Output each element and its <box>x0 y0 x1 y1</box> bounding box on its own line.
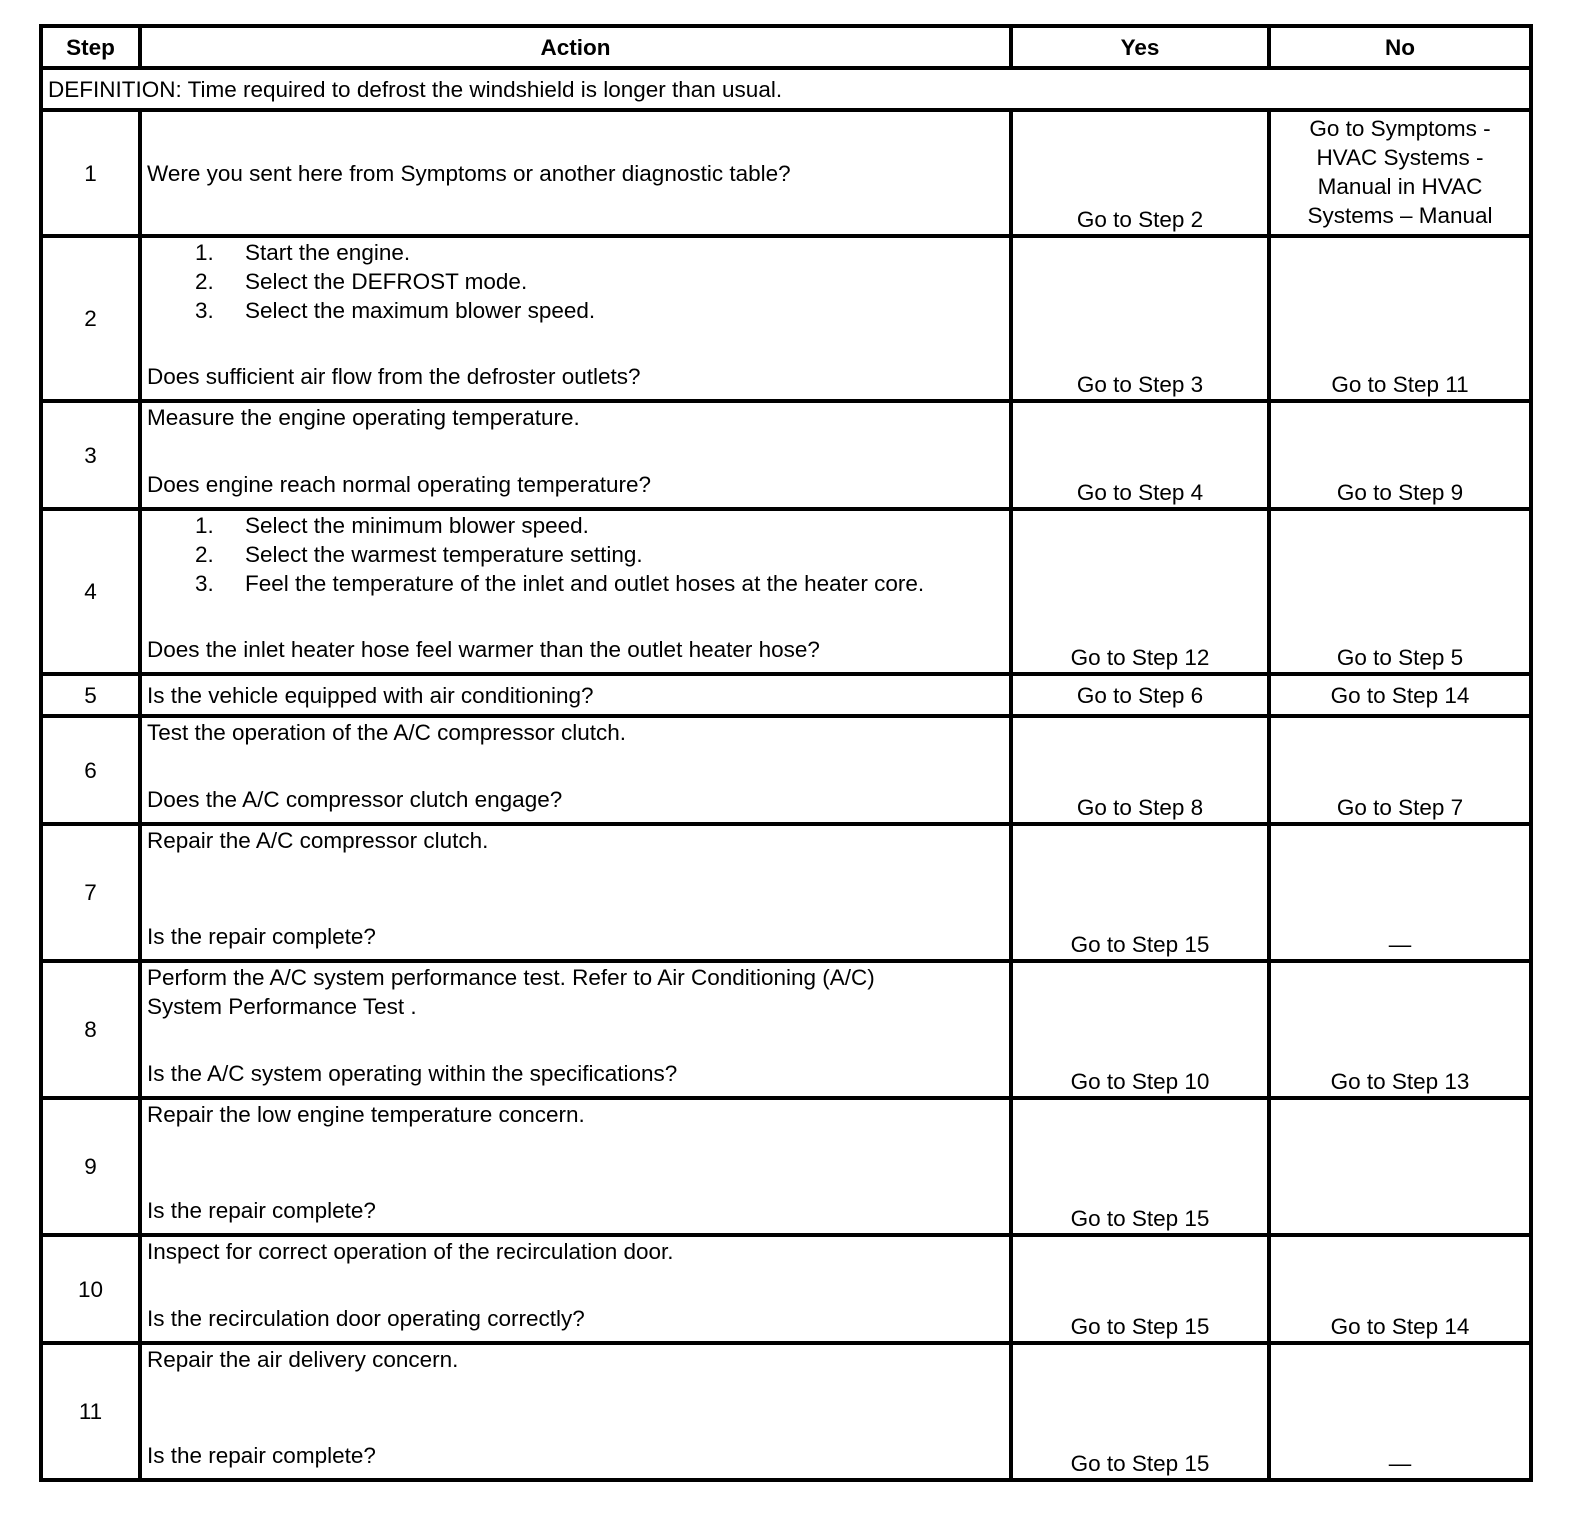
action-text: Measure the engine operating temperature. <box>147 405 580 430</box>
table-row <box>41 824 1531 961</box>
table-row <box>41 1098 1531 1235</box>
action-question: Does sufficient air flow from the defroster outlets? <box>147 364 641 389</box>
action-cell <box>140 716 1011 824</box>
action-cell <box>140 401 1011 509</box>
action-cell <box>140 1098 1011 1235</box>
action-cell <box>140 110 1011 236</box>
action-text: Inspect for correct operation of the recirculation door. <box>147 1239 674 1264</box>
list-item: 2. Select the DEFROST mode. <box>195 269 528 294</box>
yes-result: Go to Step 15 <box>1011 1343 1269 1480</box>
action-cell <box>140 509 1011 674</box>
action-cell <box>140 824 1011 961</box>
step-number: 3 <box>41 401 140 509</box>
no-result: Go to Step 9 <box>1269 401 1531 509</box>
step-number: 1 <box>41 110 140 236</box>
action-cell <box>140 1343 1011 1480</box>
action-question: Is the recirculation door operating correctly? <box>147 1306 585 1331</box>
no-result: Go to Step 7 <box>1269 716 1531 824</box>
action-cell <box>140 674 1011 716</box>
table-row <box>41 110 1531 236</box>
list-item: 3. Select the maximum blower speed. <box>195 298 596 323</box>
no-result: Go to Step 5 <box>1269 509 1531 674</box>
no-result: Go to Step 11 <box>1269 236 1531 401</box>
yes-result: Go to Step 10 <box>1011 961 1269 1098</box>
action-question: Is the repair complete? <box>147 924 376 949</box>
no-result: Go to Symptoms - HVAC Systems - Manual in HVAC Systems – Manual <box>1269 110 1531 236</box>
header-step: Step <box>41 26 140 68</box>
table-row <box>41 236 1531 401</box>
list-item: 2. Select the warmest temperature setting. <box>195 542 643 567</box>
no-result: — <box>1269 1343 1531 1480</box>
definition-row <box>41 68 1531 110</box>
header-row <box>41 26 1531 68</box>
step-number: 4 <box>41 509 140 674</box>
action-cell <box>140 1235 1011 1343</box>
action-text: Repair the A/C compressor clutch. <box>147 828 489 853</box>
step-number: 9 <box>41 1098 140 1235</box>
table-row <box>41 716 1531 824</box>
step-number: 7 <box>41 824 140 961</box>
no-result: Go to Step 13 <box>1269 961 1531 1098</box>
action-cell <box>140 961 1011 1098</box>
action-text: Were you sent here from Symptoms or another diagnostic table? <box>147 160 791 186</box>
action-text: Perform the A/C system performance test. Refer to Air Conditioning (A/C) System Performance Test . <box>147 965 875 1019</box>
no-result: Go to Step 14 <box>1269 674 1531 716</box>
action-question: Is the repair complete? <box>147 1443 376 1468</box>
action-question: Is the repair complete? <box>147 1198 376 1223</box>
list-item: 1. Select the minimum blower speed. <box>195 513 589 538</box>
yes-result: Go to Step 15 <box>1011 1098 1269 1235</box>
list-item: 3. Feel the temperature of the inlet and outlet hoses at the heater core. <box>195 571 925 596</box>
step-number: 6 <box>41 716 140 824</box>
yes-result: Go to Step 3 <box>1011 236 1269 401</box>
step-number: 2 <box>41 236 140 401</box>
table-row <box>41 509 1531 674</box>
header-no: No <box>1269 26 1531 68</box>
yes-result: Go to Step 6 <box>1011 674 1269 716</box>
table-row <box>41 961 1531 1098</box>
action-text: Test the operation of the A/C compressor clutch. <box>147 720 626 745</box>
yes-result: Go to Step 4 <box>1011 401 1269 509</box>
yes-result: Go to Step 12 <box>1011 509 1269 674</box>
no-result: — <box>1269 824 1531 961</box>
step-number: 10 <box>41 1235 140 1343</box>
action-text: Repair the low engine temperature concern. <box>147 1102 585 1127</box>
table-row <box>41 401 1531 509</box>
step-number: 5 <box>41 674 140 716</box>
action-list <box>147 238 1004 325</box>
definition-text: DEFINITION: Time required to defrost the windshield is longer than usual. <box>41 68 1531 110</box>
step-number: 11 <box>41 1343 140 1480</box>
action-cell <box>140 236 1011 401</box>
action-question: Does the A/C compressor clutch engage? <box>147 787 563 812</box>
action-question: Does engine reach normal operating temperature? <box>147 472 652 497</box>
header-yes: Yes <box>1011 26 1269 68</box>
action-question: Is the vehicle equipped with air conditioning? <box>147 682 594 708</box>
yes-result: Go to Step 15 <box>1011 824 1269 961</box>
no-result: Go to Step 14 <box>1269 1235 1531 1343</box>
action-question: Is the A/C system operating within the specifications? <box>147 1061 678 1086</box>
diagnostic-table <box>39 24 1533 1482</box>
action-list <box>147 511 1004 598</box>
table-row <box>41 1235 1531 1343</box>
action-text: Repair the air delivery concern. <box>147 1347 459 1372</box>
action-question: Does the inlet heater hose feel warmer than the outlet heater hose? <box>147 637 820 662</box>
table-row <box>41 674 1531 716</box>
no-result <box>1269 1098 1531 1235</box>
yes-result: Go to Step 2 <box>1011 110 1269 236</box>
yes-result: Go to Step 15 <box>1011 1235 1269 1343</box>
list-item: 1. Start the engine. <box>195 240 411 265</box>
yes-result: Go to Step 8 <box>1011 716 1269 824</box>
header-action: Action <box>140 26 1011 68</box>
step-number: 8 <box>41 961 140 1098</box>
table-row <box>41 1343 1531 1480</box>
